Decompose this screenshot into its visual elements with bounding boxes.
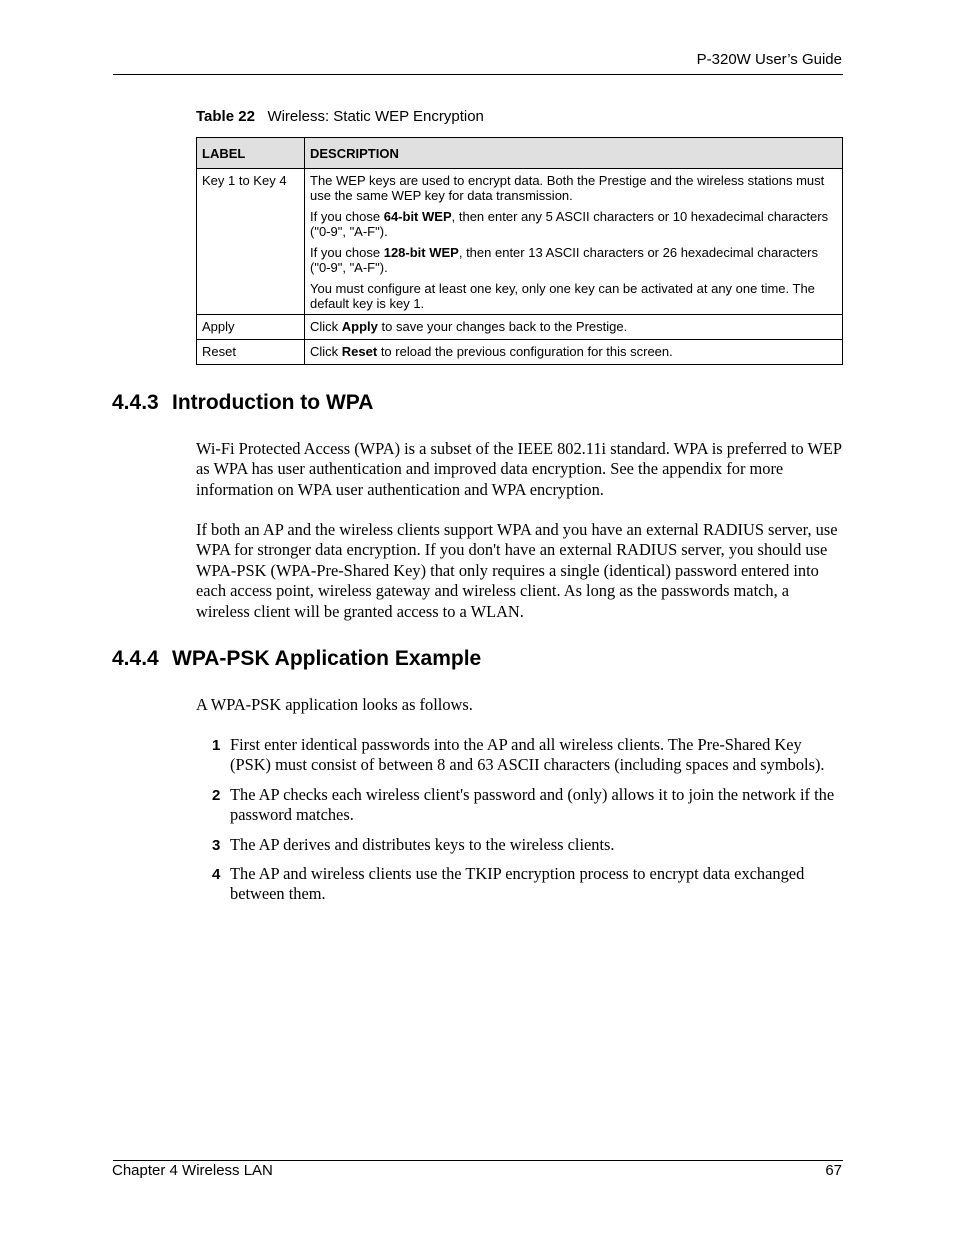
keys-desc-default: You must configure at least one key, only one key can be activated at any one time. The default key is key 1.	[310, 281, 815, 311]
intro-wpa-paragraph-2: If both an AP and the wireless clients support WPA and you have an external RADIUS server, use WPA for stronger data encryption. If you don't have an external RADIUS server, you should use WPA-PSK (WPA-Pre-Shared Key) that only requires a single (identical) password entered into each access point, wireless gateway and wireless client. As long as the passwords match, a wireless client will be granted access to a WLAN.	[196, 520, 838, 621]
list-item: 2 The AP checks each wireless client's password and (only) allows it to join the network if the password matches.	[212, 784, 835, 825]
footer-chapter: Chapter 4 Wireless LAN	[112, 1162, 273, 1179]
header-rule	[113, 74, 843, 75]
footer-page-number: 67	[825, 1162, 842, 1179]
wpa-psk-intro: A WPA-PSK application looks as follows.	[196, 695, 473, 714]
table-caption-label: Table 22	[196, 108, 255, 125]
table-row	[197, 169, 843, 315]
table-header-row	[197, 138, 843, 169]
table-row	[197, 340, 843, 365]
table-caption	[196, 108, 484, 125]
list-item: 4 The AP and wireless clients use the TKIP encryption process to encrypt data exchanged between them.	[212, 864, 805, 904]
table-row	[197, 315, 843, 340]
row-description-keys	[305, 169, 843, 315]
keys-desc-128bit: If you chose 128-bit WEP, then enter 13 ASCII characters or 26 hexadecimal characters ("0-9", "A-F").	[310, 245, 818, 275]
footer-rule	[113, 1160, 843, 1161]
column-header-description: DESCRIPTION	[305, 138, 843, 169]
row-description-reset: Click Reset to reload the previous configuration for this screen.	[305, 340, 843, 365]
running-header-title: P-320W User’s Guide	[696, 51, 842, 68]
list-item: 1 First enter identical passwords into the AP and all wireless clients. The Pre-Shared Key (PSK) must consist of between 8 and 63 ASCII characters (including spaces and symbols).	[212, 735, 825, 775]
list-item: 3 The AP derives and distributes keys to the wireless clients.	[212, 834, 615, 854]
keys-desc-64bit: If you chose 64-bit WEP, then enter any 5 ASCII characters or 10 hexadecimal characters ("0-9", "A-F").	[310, 209, 829, 239]
row-label-apply: Apply	[197, 315, 305, 340]
section-heading-wpa-psk-example: 4.4.4 WPA-PSK Application Example	[112, 647, 482, 670]
keys-desc-para: The WEP keys are used to encrypt data. Both the Prestige and the wireless stations must use the same WEP key for data transmission.	[310, 173, 825, 203]
table-caption-text: Wireless: Static WEP Encryption	[267, 108, 484, 125]
row-label-keys: Key 1 to Key 4	[197, 169, 305, 315]
intro-wpa-paragraph-1: Wi-Fi Protected Access (WPA) is a subset of the IEEE 802.11i standard. WPA is preferred to WEP as WPA has user authentication and improved data encryption. See the appendix for more information on WPA user authentication and WPA encryption.	[196, 439, 842, 499]
wpa-psk-steps-list	[196, 735, 844, 914]
wep-settings-table	[196, 137, 843, 365]
section-heading-intro-wpa: 4.4.3 Introduction to WPA	[112, 391, 374, 414]
row-description-apply: Click Apply to save your changes back to the Prestige.	[305, 315, 843, 340]
row-label-reset: Reset	[197, 340, 305, 365]
column-header-label: LABEL	[197, 138, 305, 169]
